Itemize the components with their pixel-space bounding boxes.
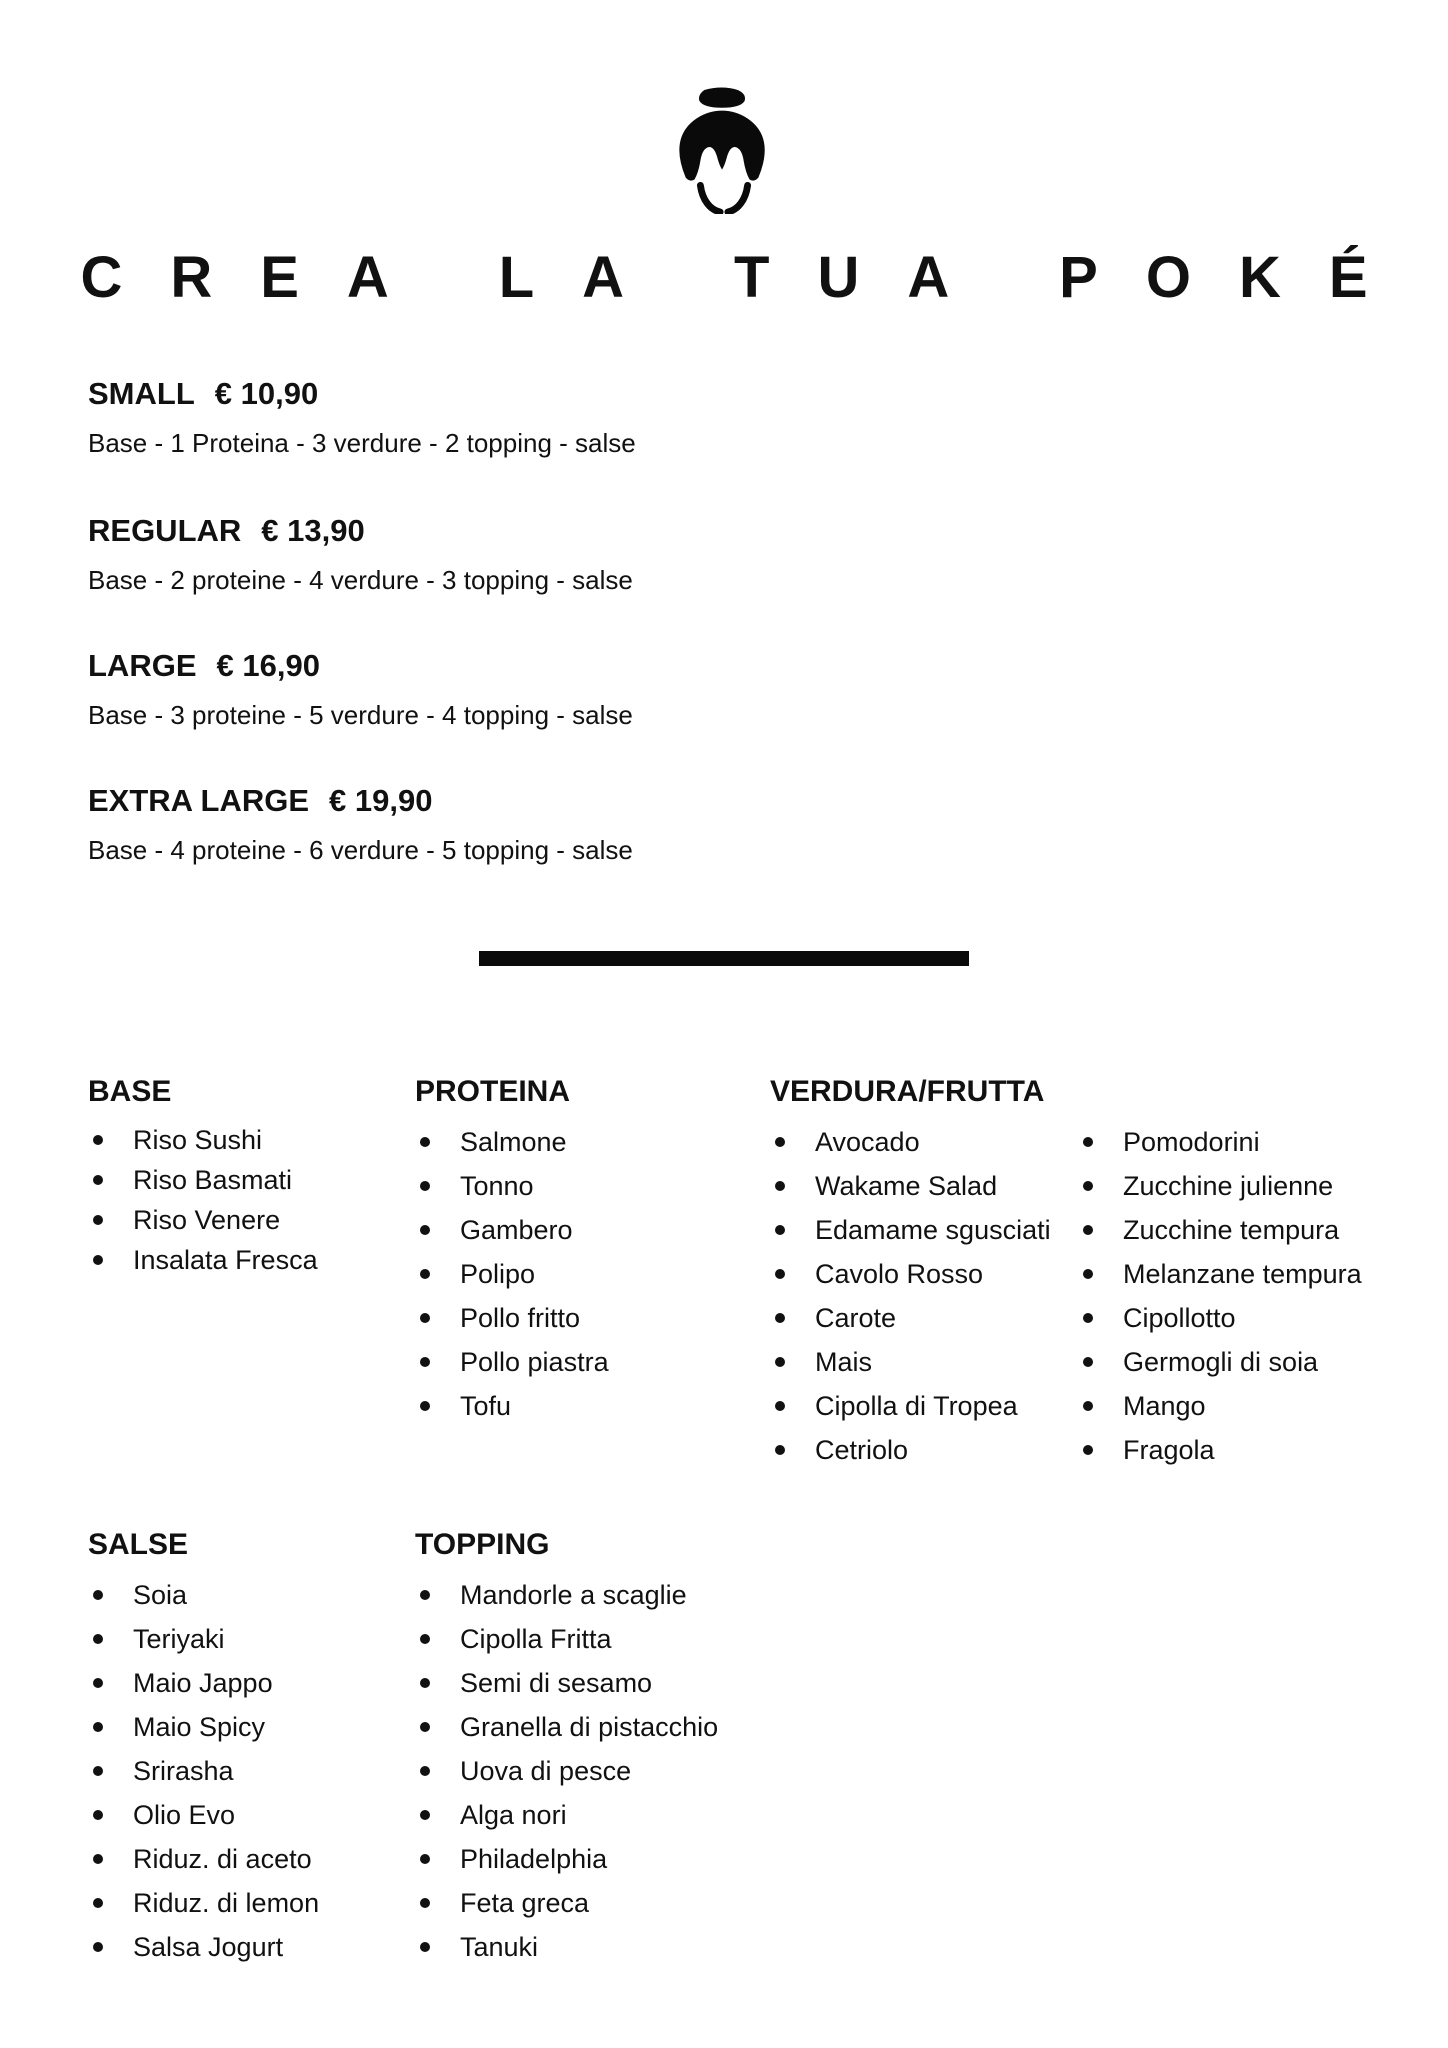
page-title: CREA LA TUA POKÉ: [80, 245, 1416, 310]
list-item: Cipolla Fritta: [420, 1617, 718, 1661]
bullet-icon: [93, 1854, 103, 1864]
list-item: Germogli di soia: [1083, 1340, 1362, 1384]
bullet-icon: [1083, 1357, 1093, 1367]
list-item: Insalata Fresca: [93, 1240, 318, 1280]
list-item: Pomodorini: [1083, 1120, 1362, 1164]
size-item-regular: [88, 513, 633, 595]
list-item: Cipollotto: [1083, 1296, 1362, 1340]
list-item: Tonno: [420, 1164, 609, 1208]
category-title: TOPPING: [415, 1528, 550, 1561]
bullet-icon: [93, 1898, 103, 1908]
bullet-icon: [1083, 1137, 1093, 1147]
bullet-icon: [420, 1137, 430, 1147]
bullet-icon: [775, 1225, 785, 1235]
list-item: Riduz. di lemon: [93, 1881, 319, 1925]
bullet-icon: [775, 1137, 785, 1147]
bullet-icon: [775, 1269, 785, 1279]
list-item: Mandorle a scaglie: [420, 1573, 718, 1617]
size-name: SMALL: [88, 376, 195, 411]
list-item: Carote: [775, 1296, 1075, 1340]
list-item: Granella di pistacchio: [420, 1705, 718, 1749]
bullet-icon: [775, 1181, 785, 1191]
size-description: Base - 3 proteine - 5 verdure - 4 topping - salse: [88, 700, 633, 730]
size-description: Base - 1 Proteina - 3 verdure - 2 topping - salse: [88, 428, 636, 458]
list-item: Srirasha: [93, 1749, 319, 1793]
list-item: Soia: [93, 1573, 319, 1617]
bullet-icon: [420, 1313, 430, 1323]
list-item: Fragola: [1083, 1428, 1362, 1472]
bullet-icon: [420, 1766, 430, 1776]
bullet-icon: [93, 1766, 103, 1776]
bullet-icon: [420, 1678, 430, 1688]
category-list: [770, 1120, 1075, 1472]
list-item: Riduz. di aceto: [93, 1837, 319, 1881]
list-item: Feta greca: [420, 1881, 718, 1925]
category-salse: [88, 1528, 319, 1969]
bullet-icon: [93, 1942, 103, 1952]
bullet-icon: [775, 1357, 785, 1367]
sumo-face-icon: [665, 86, 783, 219]
category-list: [1075, 1120, 1362, 1472]
size-price: € 13,90: [261, 513, 365, 548]
category-proteina: [415, 1075, 609, 1428]
size-name: LARGE: [88, 648, 197, 683]
bullet-icon: [1083, 1181, 1093, 1191]
bullet-icon: [420, 1225, 430, 1235]
size-price: € 10,90: [214, 376, 319, 411]
bullet-icon: [775, 1313, 785, 1323]
list-item: Teriyaki: [93, 1617, 319, 1661]
bullet-icon: [420, 1181, 430, 1191]
bullet-icon: [93, 1215, 103, 1225]
list-item: Maio Spicy: [93, 1705, 319, 1749]
list-item: Zucchine tempura: [1083, 1208, 1362, 1252]
list-item: Tofu: [420, 1384, 609, 1428]
category-title: SALSE: [88, 1528, 189, 1561]
bullet-icon: [93, 1722, 103, 1732]
list-item: Salsa Jogurt: [93, 1925, 319, 1969]
size-item-small: [88, 376, 636, 458]
list-item: Edamame sgusciati: [775, 1208, 1075, 1252]
bullet-icon: [1083, 1445, 1093, 1455]
bullet-icon: [420, 1854, 430, 1864]
list-item: Mais: [775, 1340, 1075, 1384]
category-title: VERDURA/FRUTTA: [770, 1075, 1045, 1108]
category-list: [88, 1120, 318, 1280]
verdura-columns: [770, 1120, 1362, 1472]
category-verdura-frutta: [770, 1075, 1362, 1472]
category-title: PROTEINA: [415, 1075, 571, 1108]
bullet-icon: [93, 1590, 103, 1600]
list-item: Pollo piastra: [420, 1340, 609, 1384]
size-name: EXTRA LARGE: [88, 783, 310, 818]
list-item: Semi di sesamo: [420, 1661, 718, 1705]
list-item: Riso Venere: [93, 1200, 318, 1240]
category-list: [88, 1573, 319, 1969]
list-item: Avocado: [775, 1120, 1075, 1164]
size-heading: [88, 376, 636, 412]
bullet-icon: [420, 1634, 430, 1644]
list-item: Cipolla di Tropea: [775, 1384, 1075, 1428]
size-description: Base - 2 proteine - 4 verdure - 3 topping - salse: [88, 565, 633, 595]
size-description: Base - 4 proteine - 6 verdure - 5 topping - salse: [88, 835, 633, 865]
size-heading: [88, 513, 633, 549]
bullet-icon: [775, 1401, 785, 1411]
list-item: Riso Sushi: [93, 1120, 318, 1160]
bullet-icon: [1083, 1269, 1093, 1279]
category-topping: [415, 1528, 718, 1969]
list-item: Alga nori: [420, 1793, 718, 1837]
bullet-icon: [1083, 1225, 1093, 1235]
category-list: [415, 1573, 718, 1969]
category-title: BASE: [88, 1075, 172, 1108]
list-item: Gambero: [420, 1208, 609, 1252]
list-item: Melanzane tempura: [1083, 1252, 1362, 1296]
list-item: Riso Basmati: [93, 1160, 318, 1200]
bullet-icon: [420, 1810, 430, 1820]
bullet-icon: [420, 1357, 430, 1367]
bullet-icon: [420, 1898, 430, 1908]
divider: [479, 951, 969, 966]
list-item: Tanuki: [420, 1925, 718, 1969]
size-item-extra-large: [88, 783, 633, 865]
category-base: [88, 1075, 318, 1280]
bullet-icon: [420, 1590, 430, 1600]
bullet-icon: [420, 1401, 430, 1411]
size-price: € 16,90: [216, 648, 320, 683]
category-list: [415, 1120, 609, 1428]
list-item: Salmone: [420, 1120, 609, 1164]
list-item: Philadelphia: [420, 1837, 718, 1881]
bullet-icon: [93, 1175, 103, 1185]
size-item-large: [88, 648, 633, 730]
list-item: Pollo fritto: [420, 1296, 609, 1340]
bullet-icon: [93, 1255, 103, 1265]
list-item: Polipo: [420, 1252, 609, 1296]
bullet-icon: [93, 1810, 103, 1820]
bullet-icon: [420, 1722, 430, 1732]
list-item: Uova di pesce: [420, 1749, 718, 1793]
bullet-icon: [420, 1269, 430, 1279]
size-name: REGULAR: [88, 513, 242, 548]
list-item: Cavolo Rosso: [775, 1252, 1075, 1296]
bullet-icon: [420, 1942, 430, 1952]
size-heading: [88, 783, 633, 819]
list-item: Wakame Salad: [775, 1164, 1075, 1208]
bullet-icon: [93, 1135, 103, 1145]
list-item: Maio Jappo: [93, 1661, 319, 1705]
size-price: € 19,90: [329, 783, 433, 818]
list-item: Mango: [1083, 1384, 1362, 1428]
bullet-icon: [93, 1678, 103, 1688]
bullet-icon: [93, 1634, 103, 1644]
list-item: Cetriolo: [775, 1428, 1075, 1472]
list-item: Olio Evo: [93, 1793, 319, 1837]
bullet-icon: [1083, 1313, 1093, 1323]
bullet-icon: [775, 1445, 785, 1455]
list-item: Zucchine julienne: [1083, 1164, 1362, 1208]
bullet-icon: [1083, 1401, 1093, 1411]
size-heading: [88, 648, 633, 684]
